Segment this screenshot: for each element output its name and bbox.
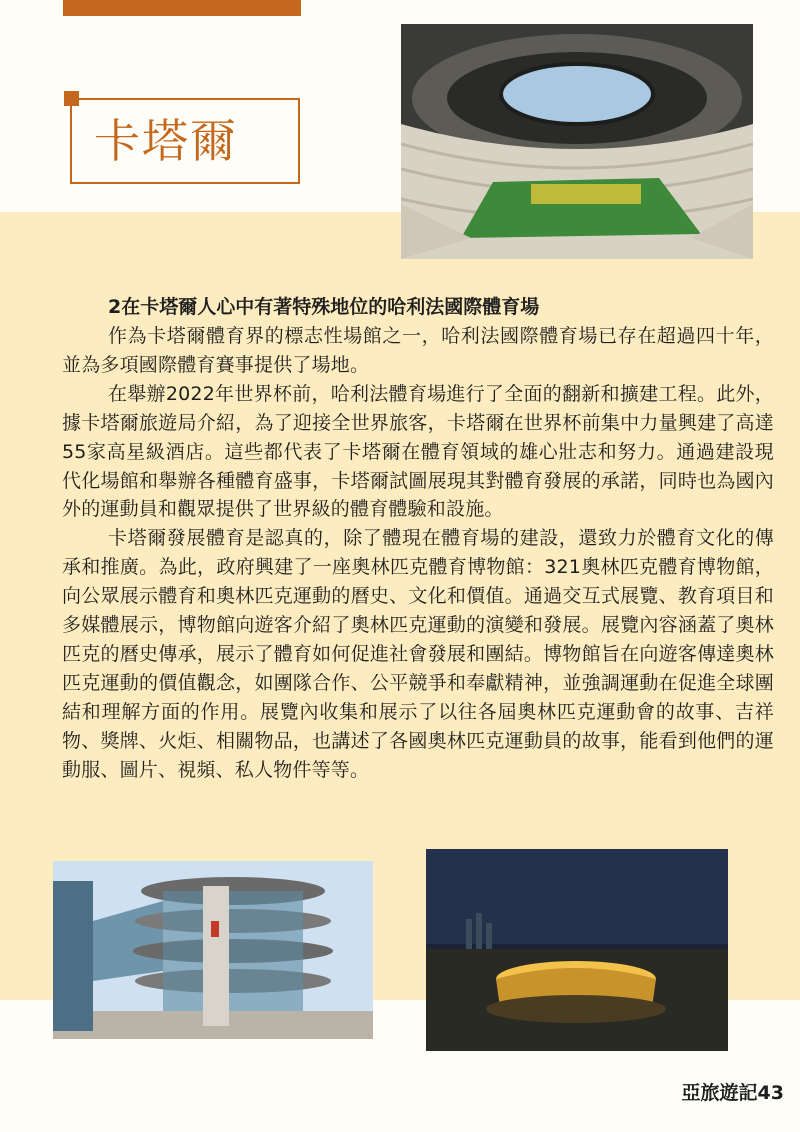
accent-top-bar	[63, 0, 301, 16]
stadium-night-photo	[426, 849, 728, 1051]
stadium-interior-photo	[401, 24, 753, 259]
article-heading: 2在卡塔爾人心中有著特殊地位的哈利法國際體育場	[108, 296, 540, 318]
page-title: 卡塔爾	[94, 114, 238, 168]
title-box	[70, 98, 300, 184]
article-paragraph-3: 卡塔爾發展體育是認真的，除了體現在體育場的建設，還致力於體育文化的傳承和推廣。為此，政府興建了一座奧林匹克體育博物館：321奧林匹克體育博物館，向公眾展示體育和奧林匹克運動的曆史、文化和價值。通過交互式展覽、教育項目和多媒體展示，博物館向遊客介紹了奧林匹克運動的演變和發展。展覽內容涵蓋了奧林匹克的曆史傳承，展示了體育如何促進社會發展和團結。博物館旨在向遊客傳達奧林匹克運動的價值觀念，如團隊合作、公平競爭和奉獻精神，並強調運動在促進全球團結和理解方面的作用。展覽內收集和展示了以往各屆奧林匹克運動會的故事、吉祥物、獎牌、火炬、相關物品，也講述了各國奧林匹克運動員的故事，能看到他們的運動服、圖片、視頻、私人物件等等。	[62, 527, 774, 781]
page-number: 亞旅遊記43	[681, 1082, 784, 1104]
olympic-museum-photo	[53, 861, 373, 1039]
article-paragraph-1: 作為卡塔爾體育界的標志性場館之一，哈利法國際體育場已存在超過四十年，並為多項國際體育賽事提供了場地。	[62, 325, 774, 376]
title-corner-square	[64, 91, 79, 106]
article-paragraph-2: 在舉辦2022年世界杯前，哈利法體育場進行了全面的翻新和擴建工程。此外，據卡塔爾旅遊局介紹，為了迎接全世界旅客，卡塔爾在世界杯前集中力量興建了高達55家高星級酒店。這些都代表了卡塔爾在體育領域的雄心壯志和努力。通過建設現代化場館和舉辦各種體育盛事，卡塔爾試圖展現其對體育發展的承諾，同時也為國內外的運動員和觀眾提供了世界級的體育體驗和設施。	[62, 382, 774, 521]
article-body	[62, 292, 774, 785]
